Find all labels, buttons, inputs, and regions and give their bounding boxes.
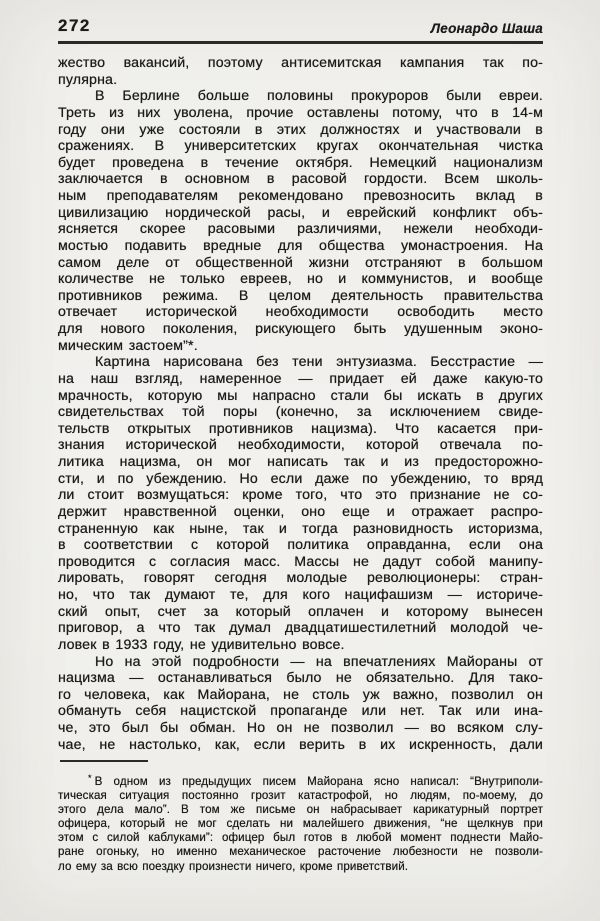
body-text [58,55,543,753]
text-line: заключается в основном в расовой гордости. Всем школь- [58,171,543,188]
text-line: страненную как ныне, так и тогда разновидность историзма, [58,520,543,537]
running-title: Леонардо Шаша [430,21,543,36]
text-line: ский опыт, счет за который оплачен и которому вынесен [58,603,543,620]
paragraph [58,88,543,354]
page-header [58,16,543,44]
footnote-line: ране огоньку, но именно механическое расточение любезности не позволи- [58,845,543,859]
text-line: будет проведена в течение октября. Немецкий национализм [58,154,543,171]
footnote-line: офицера, который не мог сделать ни малейшего движения, “не щелкнув при [58,817,543,831]
text-line: го человека, как Майорана, не столь уж важно, позволил он [58,686,543,703]
text-line: чае, не настолько, как, если верить в их искренность, дали [58,736,543,753]
text-line: свидетельствах той поры (конечно, за исключением свиде- [58,404,543,421]
text-line: Но на этой подробности — на впечатлениях Майораны от [95,653,543,670]
text-line: в соответствии с которой политика оправданна, если она [58,537,543,554]
text-line: ясняется скорее расовыми различиями, нежели необходи- [58,221,543,238]
text-line: сти, и по убеждению. Но если даже по убеждению, то вряд [58,470,543,487]
text-line: проводится с согласия масс. Массы не дадут собой манипу- [58,553,543,570]
text-line: Треть из них уволена, прочие оставлены потому, что в 14-м [58,104,543,121]
footnote-line: * В одном из предыдущих писем Майорана ясно написал: “Внутриполи- [88,773,543,789]
text-line: мрачность, которую мы напрасно стали бы искать в других [58,387,543,404]
footnote-separator [60,760,148,762]
text-line: но, что так думают те, для кого нацифашизм — историче- [58,587,543,603]
text-line: мическим застоем”*. [58,337,198,354]
footnote-line: этого дела мало”. В том же письме он набрасывает карикатурный портрет [58,803,543,817]
text-line: приговор, а что так думал двадцатишестилетний молодой че- [58,620,543,637]
text-line: пулярна. [58,71,118,88]
text-line: мостью подавить вредные для общества умонастроения. На [58,237,543,254]
paragraph [58,55,543,88]
paragraph [58,654,543,754]
text-line: знания исторической необходимости, которой отвечала по- [58,437,543,454]
text-line: ным преподавателям рекомендовано превозносить вклад в [58,188,543,204]
text-line: самом деле от общественной жизни отстраняют в большом [58,254,543,271]
text-line: нацизма — останавливаться было не обязательно. Для тако- [58,670,543,687]
text-line: отвечает исторической необходимости освободить место [58,304,543,321]
text-line: цивилизацию нордической расы, и еврейский конфликт объ- [58,204,543,221]
text-line: тельств открытых противников нацизма). Что касается при- [58,420,543,437]
text-line: на наш взгляд, намеренное — придает ей даже какую-то [58,370,543,387]
text-line: че, это был бы обман. Но он не позволил — во всяком слу- [58,720,543,736]
text-line: сражениях. В университетских кругах окончательная чистка [58,138,543,155]
text-line: количестве не только евреев, но и коммунистов, и вообще [58,271,543,288]
text-line: жество вакансий, поэтому антисемитская кампания так по- [58,55,543,71]
page-number: 272 [58,16,91,35]
footnote-line: ло ему за всю поездку произнести ничего, кроме приветствий. [58,859,409,873]
paragraph [58,354,543,653]
text-line: противников режима. В целом деятельность правительства [58,287,543,304]
footnote-line: этом с силой каблуками”: офицер был готов в любой момент поднести Майо- [58,831,543,845]
text-line: для нового поколения, рискующего быть удушенным эконо- [58,321,543,337]
text-line: ловек в 1933 году, не удивительно вовсе. [58,636,345,653]
text-line: держит нравственной оценки, оно еще и отражает распро- [58,503,543,520]
text-line: году они уже состояли в этих должностях и участвовали в [58,121,543,138]
text-line: литика нацизма, он мог написать так и из предосторожно- [58,454,543,470]
text-line: ли стоит возмущаться: кроме того, что это признание не со- [58,487,543,504]
text-line: лировать, говорят сегодня молодые революционеры: стран- [58,570,543,587]
footnote-marker: * [88,773,92,784]
text-line: В Берлине больше половины прокуроров были евреи. [95,88,543,105]
text-line: обмануть себя нацистской пропаганде или нет. Так или ина- [58,703,543,720]
text-line: Картина нарисована без тени энтузиазма. Бесстрастие — [95,354,543,371]
footnote [58,771,543,873]
footnote-line: тическая ситуация постоянно грозит катастрофой, но людям, по-моему, до [58,789,543,803]
